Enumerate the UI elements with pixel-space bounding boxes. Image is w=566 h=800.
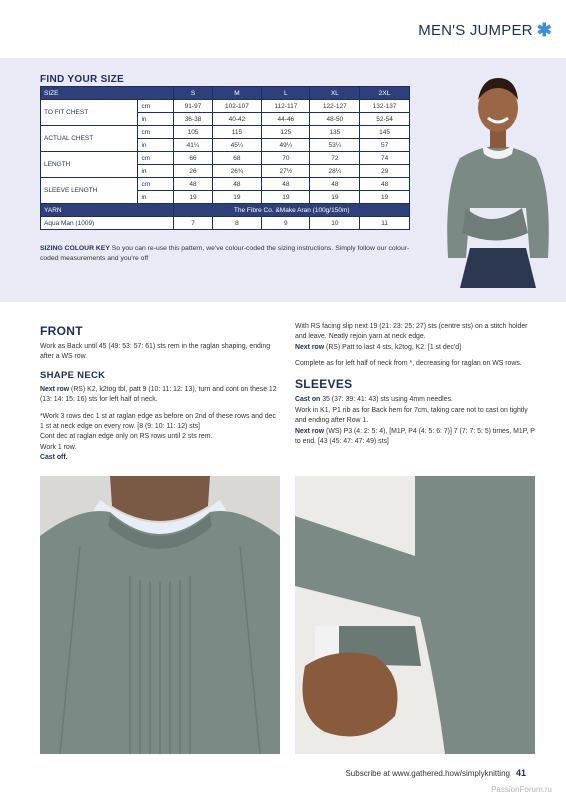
size-label: SIZE	[41, 87, 174, 100]
value-cell: 48	[310, 178, 360, 191]
front-column	[40, 322, 280, 469]
front-p1: Work as Back until 45 (49: 53: 57: 61) sts rem in the raglan shaping, ending after a WS row.	[40, 343, 271, 361]
value-cell: 45¼	[212, 139, 262, 152]
right-p2-text: (RS) Patt to last 4 sts, k2tog, K2. [1 st dec'd]	[326, 343, 462, 351]
value-cell: 7	[174, 217, 212, 230]
value-cell: 36-38	[174, 113, 212, 126]
table-row	[41, 126, 410, 139]
front-p2	[40, 385, 280, 406]
value-cell: 135	[310, 126, 360, 139]
sizing-colour-key	[40, 244, 410, 264]
value-cell: 44-46	[262, 113, 310, 126]
value-cell: 8	[212, 217, 262, 230]
size-xl: XL	[310, 87, 360, 100]
value-cell: 49¼	[262, 139, 310, 152]
front-heading: FRONT	[40, 324, 83, 338]
right-p2-bold: Next row	[295, 343, 325, 351]
value-cell: 102-107	[212, 100, 262, 113]
page-footer	[345, 768, 526, 778]
sleeves-heading: SLEEVES	[295, 377, 353, 392]
value-cell: 57	[360, 139, 410, 152]
right-p4-bold: Cast on	[295, 396, 321, 404]
front-p2-text: (RS) K2, k2tog tbl, patt 9 (10: 11: 12: 13), turn and cont on these 12 (13: 14: 15: 16) sts for left half of neck.	[40, 385, 277, 404]
size-table	[40, 86, 410, 230]
row-label: LENGTH	[41, 152, 138, 178]
sweater-front-illustration	[40, 476, 280, 754]
unit-cell: in	[138, 139, 174, 152]
page-title	[418, 20, 552, 41]
unit-cell: in	[138, 165, 174, 178]
unit-cell: cm	[138, 152, 174, 165]
subscribe-text: Subscribe at www.gathered.how/simplyknitting	[345, 769, 510, 778]
value-cell: 41¼	[174, 139, 212, 152]
row-label: ACTUAL CHEST	[41, 126, 138, 152]
value-cell: 115	[212, 126, 262, 139]
value-cell: 19	[360, 191, 410, 204]
value-cell: 48	[174, 178, 212, 191]
value-cell: 11	[360, 217, 410, 230]
value-cell: 19	[310, 191, 360, 204]
value-cell: 28¼	[310, 165, 360, 178]
asterisk-icon: ✱	[536, 20, 552, 40]
value-cell: 53¼	[310, 139, 360, 152]
value-cell: 40-42	[212, 113, 262, 126]
right-p2	[295, 343, 535, 353]
value-cell: 74	[360, 152, 410, 165]
front-detail-photo	[40, 476, 280, 754]
size-m: M	[212, 87, 262, 100]
size-l: L	[262, 87, 310, 100]
unit-cell: cm	[138, 100, 174, 113]
yarn-row	[41, 204, 410, 217]
right-column	[295, 322, 535, 453]
value-cell: 48	[262, 178, 310, 191]
value-cell: 52-54	[360, 113, 410, 126]
value-cell: 112-117	[262, 100, 310, 113]
value-cell: 48-50	[310, 113, 360, 126]
table-row	[41, 178, 410, 191]
right-p4-text: 35 (37: 39: 41: 43) sts using 4mm needles.	[322, 396, 453, 404]
table-row	[41, 152, 410, 165]
unit-cell: cm	[138, 178, 174, 191]
value-cell: 10	[310, 217, 360, 230]
key-text: So you can re-use this pattern, we've colour-coded the sizing instructions. Simply follow our colour-coded measurements and you're off	[40, 245, 410, 262]
sleeve-cuff-illustration	[295, 476, 535, 754]
value-cell: 19	[212, 191, 262, 204]
unit-cell: cm	[138, 126, 174, 139]
sleeve-detail-photo	[295, 476, 535, 754]
front-p5: Work 1 row.	[40, 443, 77, 451]
size-guide-heading: FIND YOUR SIZE	[40, 74, 125, 85]
value-cell: 48	[360, 178, 410, 191]
page-title-text: MEN'S JUMPER	[418, 22, 533, 39]
right-p5: Work in K1, P1 rib as for Back hem for 7cm, taking care not to cast on tightly and ending after Row 1.	[295, 406, 528, 425]
watermark: PassionForum.ru	[491, 785, 552, 794]
value-cell: 91-97	[174, 100, 212, 113]
value-cell: 105	[174, 126, 212, 139]
row-label: TO FIT CHEST	[41, 100, 138, 126]
size-2xl: 2XL	[360, 87, 410, 100]
value-cell: 122-127	[310, 100, 360, 113]
right-p6-bold: Next row	[295, 427, 325, 435]
page-number: 41	[515, 768, 526, 778]
value-cell: 68	[212, 152, 262, 165]
size-header-row	[41, 87, 410, 100]
value-cell: 9	[262, 217, 310, 230]
front-p6-bold: Cast off.	[40, 454, 68, 462]
shade-row	[41, 217, 410, 230]
table-row	[41, 100, 410, 113]
unit-cell: in	[138, 113, 174, 126]
key-title: SIZING COLOUR KEY	[40, 245, 110, 252]
value-cell: 29	[360, 165, 410, 178]
value-cell: 26	[174, 165, 212, 178]
unit-cell: in	[138, 191, 174, 204]
front-p4: Cont dec at raglan edge only on RS rows until 2 sts rem.	[40, 433, 213, 441]
value-cell: 66	[174, 152, 212, 165]
right-p3: Complete as for left half of neck from *, decreasing for raglan on WS rows.	[295, 360, 522, 368]
value-cell: 26¾	[212, 165, 262, 178]
value-cell: 70	[262, 152, 310, 165]
yarn-label: YARN	[41, 204, 174, 217]
model-illustration	[430, 58, 566, 302]
value-cell: 132-137	[360, 100, 410, 113]
value-cell: 19	[262, 191, 310, 204]
right-p6-text: (WS) P3 (4: 2: 5: 4), [M1P, P4 (4: 5: 6: 7)] 7 (7: 7: 5: 5) times, M1P, P to end. [43 (45: 47: 47: 49) sts]	[295, 427, 535, 445]
shape-neck-heading: SHAPE NECK	[40, 369, 106, 381]
value-cell: 125	[262, 126, 310, 139]
right-p6	[295, 427, 535, 448]
value-cell: 48	[212, 178, 262, 191]
front-p6	[40, 453, 280, 463]
value-cell: 19	[174, 191, 212, 204]
value-cell: 145	[360, 126, 410, 139]
value-cell: 27½	[262, 165, 310, 178]
front-p2-bold: Next row	[40, 385, 70, 393]
size-s: S	[174, 87, 212, 100]
right-p4	[295, 395, 535, 405]
right-p1: With RS facing slip next 19 (21: 23: 25: 27) sts (centre sts) on a stitch holder and leave. Neatly rejoin yarn at neck edge.	[295, 323, 528, 341]
model-photo	[430, 58, 566, 302]
value-cell: 72	[310, 152, 360, 165]
row-label: SLEEVE LENGTH	[41, 178, 138, 204]
yarn-value: The Fibre Co. &Make Aran (100g/150m)	[174, 204, 410, 217]
shade-label: Aqua Man (1009)	[41, 217, 174, 230]
front-p3: *Work 3 rows dec 1 st at raglan edge as before on 2nd of these rows and dec 1 st at neck edge on every row. [8 (9: 10: 11: 12) sts]	[40, 412, 276, 431]
